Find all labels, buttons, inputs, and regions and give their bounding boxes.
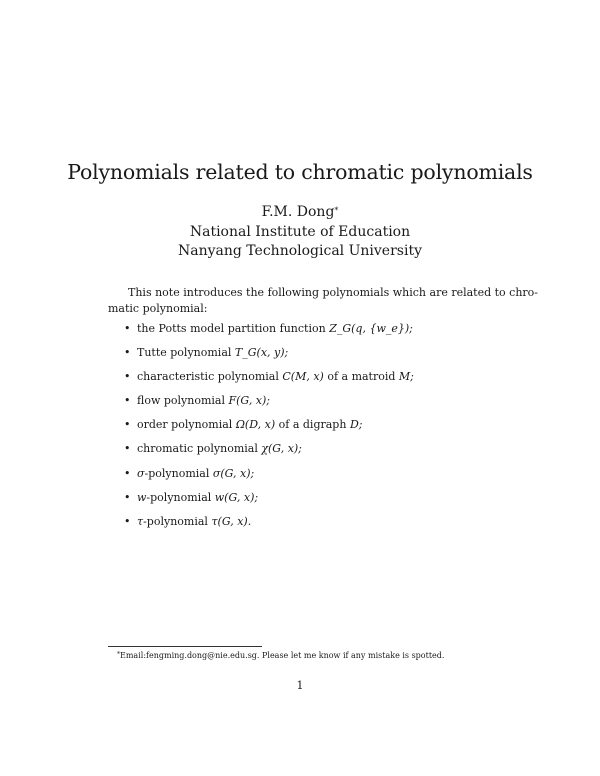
item-math: w(G, x); bbox=[214, 490, 259, 504]
bullet-icon: • bbox=[124, 514, 131, 528]
item-text: -polynomial bbox=[146, 490, 215, 504]
author-footnote-mark: * bbox=[334, 206, 339, 215]
author-block bbox=[0, 203, 600, 262]
item-text-after: of a matroid bbox=[323, 370, 399, 384]
bullet-icon: • bbox=[124, 490, 131, 504]
affiliation-1: National Institute of Education bbox=[189, 223, 411, 240]
item-text-after: of a digraph bbox=[275, 418, 350, 432]
intro-line-2: matic polynomial: bbox=[108, 301, 208, 315]
item-math-after: M; bbox=[398, 370, 414, 384]
footnote-mark: * bbox=[117, 651, 120, 658]
page-number: 1 bbox=[296, 679, 304, 692]
intro-line-1: This note introduces the following polynomials which are related to chro- bbox=[128, 286, 539, 299]
item-math-after: D; bbox=[349, 418, 363, 432]
bullet-icon: • bbox=[124, 322, 131, 335]
footnote bbox=[117, 650, 444, 662]
list-item bbox=[108, 490, 492, 514]
item-math-before: w bbox=[137, 490, 147, 504]
footnote-text: Email:fengming.dong@nie.edu.sg. Please let me know if any mistake is spotted. bbox=[120, 651, 445, 660]
list-item bbox=[108, 441, 492, 465]
list-item bbox=[108, 345, 492, 369]
item-text: characteristic polynomial bbox=[137, 370, 283, 384]
bullet-icon: • bbox=[124, 418, 131, 432]
item-text: the Potts model partition function bbox=[137, 322, 330, 335]
affiliation-2: Nanyang Technological University bbox=[178, 243, 422, 259]
item-math: C(M, x) bbox=[282, 370, 324, 384]
bullet-icon: • bbox=[124, 370, 131, 384]
item-text: chromatic polynomial bbox=[137, 442, 262, 456]
item-text: -polynomial bbox=[143, 514, 212, 528]
author-line bbox=[0, 203, 600, 223]
list-item bbox=[108, 321, 492, 345]
item-text: order polynomial bbox=[137, 418, 236, 432]
item-text: flow polynomial bbox=[137, 394, 229, 408]
item-math: Z_G(q, {w_e}); bbox=[329, 322, 413, 335]
bullet-icon: • bbox=[124, 466, 131, 480]
item-math-before: σ bbox=[137, 466, 145, 480]
intro-paragraph bbox=[108, 285, 539, 316]
item-text: Tutte polynomial bbox=[137, 346, 235, 360]
list-item bbox=[108, 393, 492, 417]
item-math: T_G(x, y); bbox=[234, 346, 289, 360]
footnote-rule bbox=[108, 646, 262, 647]
item-math: F(G, x); bbox=[228, 394, 271, 408]
document-title: Polynomials related to chromatic polynomials bbox=[67, 160, 533, 184]
list-item bbox=[108, 369, 492, 393]
author-name: F.M. Dong bbox=[261, 204, 335, 220]
bullet-icon: • bbox=[124, 442, 131, 456]
list-item bbox=[108, 417, 492, 441]
polynomial-list bbox=[108, 321, 492, 538]
item-math: σ(G, x); bbox=[212, 466, 255, 480]
item-math: Ω(D, x) bbox=[235, 418, 276, 432]
item-math: τ(G, x). bbox=[211, 514, 252, 528]
item-text: -polynomial bbox=[144, 466, 213, 480]
item-math-before: τ bbox=[137, 514, 144, 528]
item-math: χ(G, x); bbox=[261, 442, 302, 456]
bullet-icon: • bbox=[124, 346, 131, 360]
bullet-icon: • bbox=[124, 394, 131, 408]
list-item bbox=[108, 514, 492, 538]
list-item bbox=[108, 466, 492, 490]
